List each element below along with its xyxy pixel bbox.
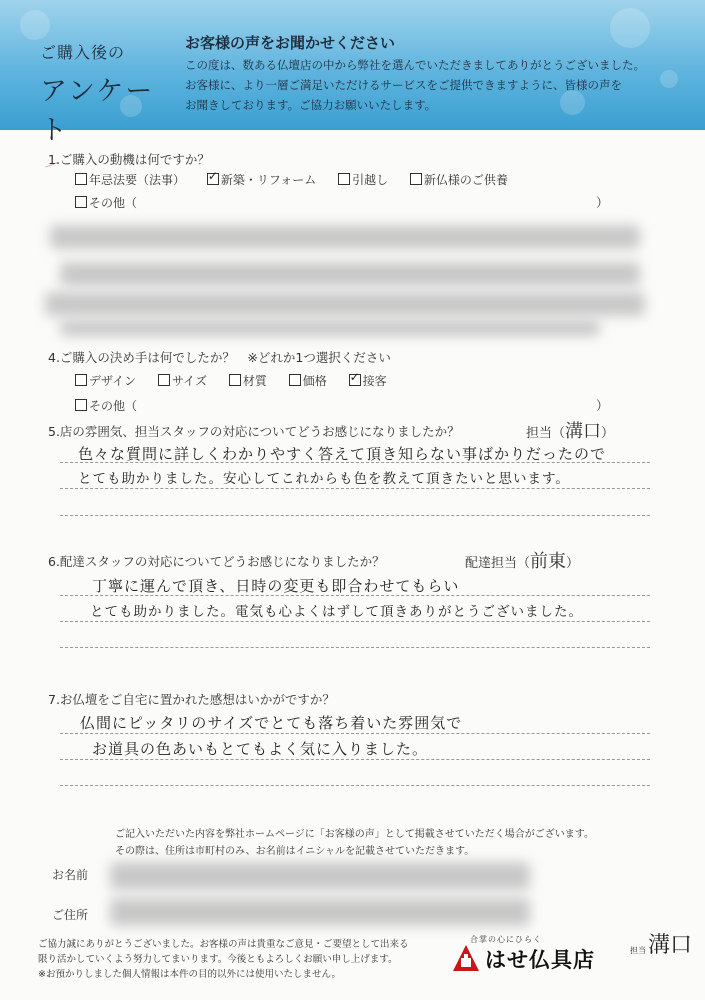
q4-option[interactable] [75, 372, 136, 389]
answer-line [60, 595, 650, 596]
title-big: アンケート [40, 76, 155, 146]
publish-note: ご記入いただいた内容を弊社ホームページに「お客様の声」として掲載させていただく場合がございます。 [115, 829, 594, 840]
staff-signature: 溝口 [648, 933, 693, 958]
intro-text [185, 32, 695, 113]
option-label: デザイン [89, 374, 137, 388]
handwritten-answer: とても助かりました。安心してこれからも色を教えて頂きたいと思います。 [78, 471, 570, 487]
handwritten-answer: 仏間にピッタリのサイズでとても落ち着いた雰囲気で [80, 714, 463, 732]
redacted-block [45, 292, 645, 316]
handwritten-answer: 丁寧に運んで頂き、日時の変更も即合わせてもらい [92, 577, 460, 595]
footer-note: ※お預かりしました個人情報は本件の目的以外には使用いたしません。 [38, 969, 342, 980]
option-label: 新築・リフォーム [220, 173, 317, 187]
q4-option[interactable] [289, 372, 327, 389]
logo-mark-icon [452, 944, 480, 972]
q5-staff [526, 417, 614, 443]
footer-note: ご協力誠にありがとうございました。お客様の声は貴重なご意見・ご要望として出来る [38, 939, 409, 950]
signature-label: 担当 [630, 946, 646, 955]
option-label: 新仏様のご供養 [423, 173, 508, 187]
checkbox[interactable] [158, 374, 170, 386]
q4-options [75, 372, 405, 389]
option-label: 材質 [242, 374, 267, 388]
other-label: その他（ [89, 399, 138, 413]
q4-option[interactable] [229, 372, 267, 389]
option-label: 価格 [302, 374, 327, 388]
checkbox[interactable] [75, 399, 87, 411]
handwritten-answer: お道具の色あいもとてもよく気に入りました。 [92, 740, 429, 758]
staff-close: ） [601, 426, 615, 441]
redacted-block [60, 262, 640, 286]
answer-line [60, 785, 650, 786]
answer-line [60, 759, 650, 760]
checkbox[interactable] [410, 173, 422, 185]
q4-option[interactable] [349, 372, 387, 389]
answer-line [60, 488, 650, 489]
header-banner [0, 0, 705, 146]
q1-other[interactable] [75, 194, 137, 211]
name-label: お名前 [52, 868, 89, 882]
publish-note: その際は、住所は市町村のみ、お名前はイニシャルを記載させていただきます。 [115, 846, 475, 857]
staff-close: ） [566, 556, 580, 571]
redacted-block [60, 320, 600, 336]
address-label: ご住所 [52, 908, 89, 922]
checkbox[interactable] [338, 173, 350, 185]
handwritten-answer: とても助かりました。電気も心よくはずして頂きありがとうございました。 [90, 604, 583, 620]
survey-title [40, 40, 175, 147]
q6-staff [465, 547, 579, 573]
staff-name: 溝口 [565, 421, 602, 442]
option-label: 引越し [352, 173, 389, 187]
checkbox-checked[interactable] [349, 374, 361, 386]
question-6: 6.配達スタッフの対応についてどうお感じになりましたか？ [48, 554, 385, 569]
redacted-block [50, 225, 640, 249]
q4-option[interactable] [158, 372, 207, 389]
q4-other[interactable] [75, 397, 137, 414]
q1-option[interactable] [338, 171, 388, 188]
checkbox[interactable] [289, 374, 301, 386]
option-label: サイズ [172, 374, 208, 388]
checkbox-checked[interactable] [207, 173, 219, 185]
footer-note: 限り活かしていくよう努力してまいります。今後ともよろしくお願い申し上げます。 [38, 954, 398, 965]
staff-name: 前東 [530, 551, 567, 572]
question-5: 5.店の雰囲気、担当スタッフの対応についてどうお感じになりましたか？ [48, 424, 460, 439]
option-label: 接客 [362, 374, 387, 388]
other-close: ） [596, 398, 609, 413]
intro-line: お聞きしております。ご協力お願いいたします。 [185, 98, 437, 112]
staff-label: 配達担当（ [465, 556, 531, 571]
q1-option[interactable] [207, 171, 316, 188]
intro-line: お客様に、より一層ご満足いただけるサービスをご提供できますように、皆様の声を [185, 78, 622, 92]
question-7: 7.お仏壇をご自宅に置かれた感想はいかがですか？ [48, 692, 335, 707]
q1-option[interactable] [75, 171, 185, 188]
checkbox[interactable] [75, 173, 87, 185]
intro-heading: お客様の声をお聞かせください [185, 34, 396, 52]
name-field-redacted[interactable] [110, 862, 530, 890]
logo-tagline: 合掌の心にひらく [470, 935, 542, 944]
handwritten-answer: 色々な質問に詳しくわかりやすく答えて頂き知らない事ばかりだったので [78, 445, 607, 463]
checkbox[interactable] [229, 374, 241, 386]
other-label: その他（ [89, 196, 138, 210]
other-close: ） [596, 195, 609, 210]
answer-line [60, 515, 650, 516]
logo-name: はせ仏具店 [485, 948, 595, 972]
checkbox[interactable] [75, 196, 87, 208]
q1-options [75, 171, 526, 188]
checkbox[interactable] [75, 374, 87, 386]
question-4: 4.ご購入の決め手は何でしたか？ ※どれか1つ選択ください [48, 350, 391, 365]
title-small: ご購入後の [40, 43, 126, 62]
question-1: 1.ご購入の動機は何ですか？ [48, 152, 210, 167]
answer-line [60, 462, 650, 463]
answer-line [60, 647, 650, 648]
option-label: 年忌法要（法事） [89, 173, 186, 187]
answer-line [60, 621, 650, 622]
q1-option[interactable] [410, 171, 508, 188]
intro-line: この度は、数ある仏壇店の中から弊社を選んでいただきましてありがとうございました。 [185, 58, 645, 72]
address-field-redacted[interactable] [110, 898, 530, 926]
staff-label: 担当（ [526, 426, 566, 441]
answer-line [60, 733, 650, 734]
